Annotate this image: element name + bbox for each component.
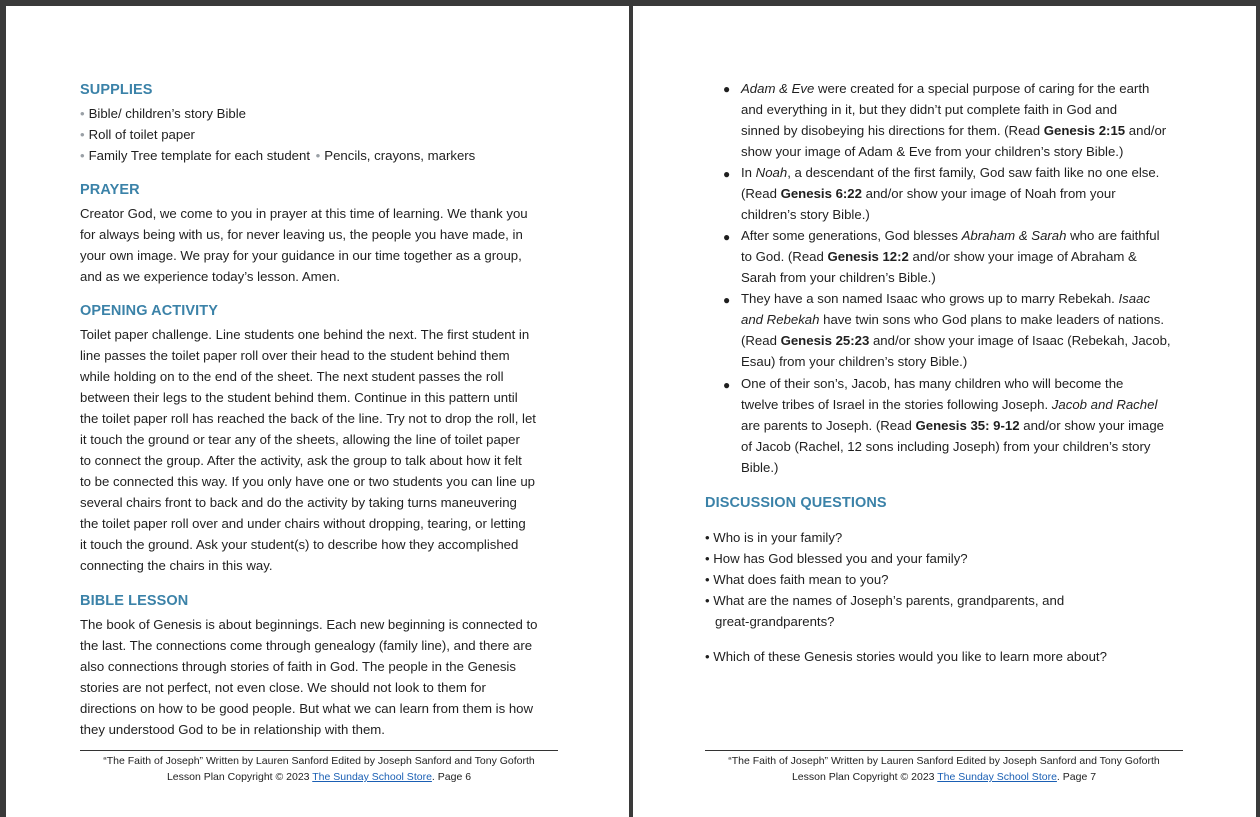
story-line: In Noah, a descendant of the first family, God saw faith like no one else. xyxy=(741,165,1160,180)
prayer-line: Creator God, we come to you in prayer at this time of learning. We thank you xyxy=(80,206,528,221)
opening-line: line passes the toilet paper roll over their head to the student behind them xyxy=(80,348,510,363)
discussion-question: • How has God blessed you and your family? xyxy=(705,551,968,566)
prayer-line: for always being with us, for never leaving us, the people you have made, in xyxy=(80,227,523,242)
bullet-icon: • xyxy=(80,127,85,142)
opening-line: to connect the group. After the activity, ask the group to talk about how it felt xyxy=(80,453,522,468)
lesson-line: stories are not perfect, not even close. We should not look to them for xyxy=(80,680,486,695)
opening-line: the toilet paper roll over and under chairs without dropping, tearing, or letting xyxy=(80,516,526,531)
story-line: After some generations, God blesses Abraham & Sarah who are faithful xyxy=(741,228,1160,243)
supply-item: • Family Tree template for each student • Pencils, crayons, markers xyxy=(80,148,476,163)
bullet-icon: ● xyxy=(723,293,731,307)
story-line: of Jacob (Rachel, 12 sons including Joseph) from your children’s story xyxy=(741,439,1151,454)
page-footer xyxy=(705,750,1183,785)
story-line: and everything in it, but they didn’t put complete faith in God and xyxy=(741,102,1118,117)
footer-copyright: Lesson Plan Copyright © 2023 The Sunday School Store. Page 6 xyxy=(166,771,472,783)
story-line: (Read Genesis 6:22 and/or show your image of Noah from your xyxy=(741,186,1116,201)
prayer-line: and as we experience today’s lesson. Amen. xyxy=(80,269,341,284)
discussion-question: • Who is in your family? xyxy=(705,530,843,545)
story-line: show your image of Adam & Eve from your children’s story Bible.) xyxy=(741,144,1124,159)
bullet-icon: • xyxy=(80,106,85,121)
story-line: They have a son named Isaac who grows up to marry Rebekah. Isaac xyxy=(741,291,1151,306)
opening-line: between their legs to the student behind them. Continue in this pattern until xyxy=(80,390,518,405)
opening-line: Toilet paper challenge. Line students one behind the next. The first student in xyxy=(80,327,530,342)
story-line: children’s story Bible.) xyxy=(741,207,870,222)
bullet-icon: ● xyxy=(723,230,731,244)
discussion-question-cont: great-grandparents? xyxy=(715,614,835,629)
story-line: sinned by disobeying his directions for them. (Read Genesis 2:15 and/or xyxy=(741,123,1167,138)
opening-line: to be connected this way. If you only have one or two students you can line up xyxy=(80,474,536,489)
prayer-heading: PRAYER xyxy=(80,182,140,198)
story-line: twelve tribes of Israel in the stories following Joseph. Jacob and Rachel xyxy=(741,397,1158,412)
prayer-line: your own image. We pray for your guidance in our time together as a group, xyxy=(80,248,522,263)
opening-line: while holding on to the end of the sheet. The next student passes the roll xyxy=(80,369,504,384)
bullet-icon: ● xyxy=(723,378,731,392)
story-line: Adam & Eve were created for a special purpose of caring for the earth xyxy=(741,81,1150,96)
story-line: are parents to Joseph. (Read Genesis 35: 9-12 and/or show your image xyxy=(741,418,1164,433)
opening-line: several chairs front to back and do the activity by taking turns maneuvering xyxy=(80,495,517,510)
supply-item: • Roll of toilet paper xyxy=(80,127,195,142)
supplies-heading: SUPPLIES xyxy=(80,82,153,98)
discussion-question: • Which of these Genesis stories would you like to learn more about? xyxy=(705,649,1107,664)
discussion-question: • What does faith mean to you? xyxy=(705,572,889,587)
lesson-line: The book of Genesis is about beginnings. Each new beginning is connected to xyxy=(80,617,538,632)
bible-lesson-heading: BIBLE LESSON xyxy=(80,593,189,609)
store-link[interactable]: The Sunday School Store xyxy=(937,771,1057,783)
lesson-line: directions on how to be good people. But what we can learn from them is how xyxy=(80,701,534,716)
bullet-icon: ● xyxy=(723,167,731,181)
opening-line: the toilet paper roll has reached the back of the line. Try not to drop the roll, let xyxy=(80,411,536,426)
lesson-line: the last. The connections come through genealogy (family line), and there are xyxy=(80,638,533,653)
bullet-icon: • xyxy=(80,148,85,163)
story-line: Sarah from your children’s Bible.) xyxy=(741,270,936,285)
story-line: Bible.) xyxy=(741,460,779,475)
footer-credits: “The Faith of Joseph” Written by Lauren Sanford Edited by Joseph Sanford and Tony Goforth xyxy=(728,755,1160,767)
footer-credits: “The Faith of Joseph” Written by Lauren Sanford Edited by Joseph Sanford and Tony Goforth xyxy=(103,755,535,767)
bullet-icon: • xyxy=(315,148,321,163)
page-6 xyxy=(6,6,629,817)
opening-line: it touch the ground. Ask your student(s) to describe how they accomplished xyxy=(80,537,519,552)
story-line: One of their son’s, Jacob, has many children who will become the xyxy=(741,376,1124,391)
page-7 xyxy=(633,6,1256,817)
discussion-heading: DISCUSSION QUESTIONS xyxy=(705,495,887,511)
story-line: and Rebekah have twin sons who God plans to make leaders of nations. xyxy=(741,312,1165,327)
discussion-question: • What are the names of Joseph’s parents, grandparents, and xyxy=(705,593,1065,608)
page-footer xyxy=(80,750,558,785)
footer-copyright: Lesson Plan Copyright © 2023 The Sunday School Store. Page 7 xyxy=(791,771,1097,783)
opening-line: connecting the chairs in this way. xyxy=(80,558,273,573)
store-link[interactable]: The Sunday School Store xyxy=(312,771,432,783)
story-line: to God. (Read Genesis 12:2 and/or show your image of Abraham & xyxy=(741,249,1137,264)
opening-activity-heading: OPENING ACTIVITY xyxy=(80,303,219,319)
story-line: (Read Genesis 25:23 and/or show your image of Isaac (Rebekah, Jacob, xyxy=(741,333,1171,348)
opening-line: it touch the ground or tear any of the sheets, allowing the line of toilet paper xyxy=(80,432,520,447)
story-line: Esau) from your children’s story Bible.) xyxy=(741,354,968,369)
lesson-line: they understood God to be in relationship with them. xyxy=(80,722,385,737)
bullet-icon: ● xyxy=(723,82,731,96)
lesson-line: also connections through stories of faith in God. The people in the Genesis xyxy=(80,659,516,674)
supply-item: • Bible/ children’s story Bible xyxy=(80,106,246,121)
